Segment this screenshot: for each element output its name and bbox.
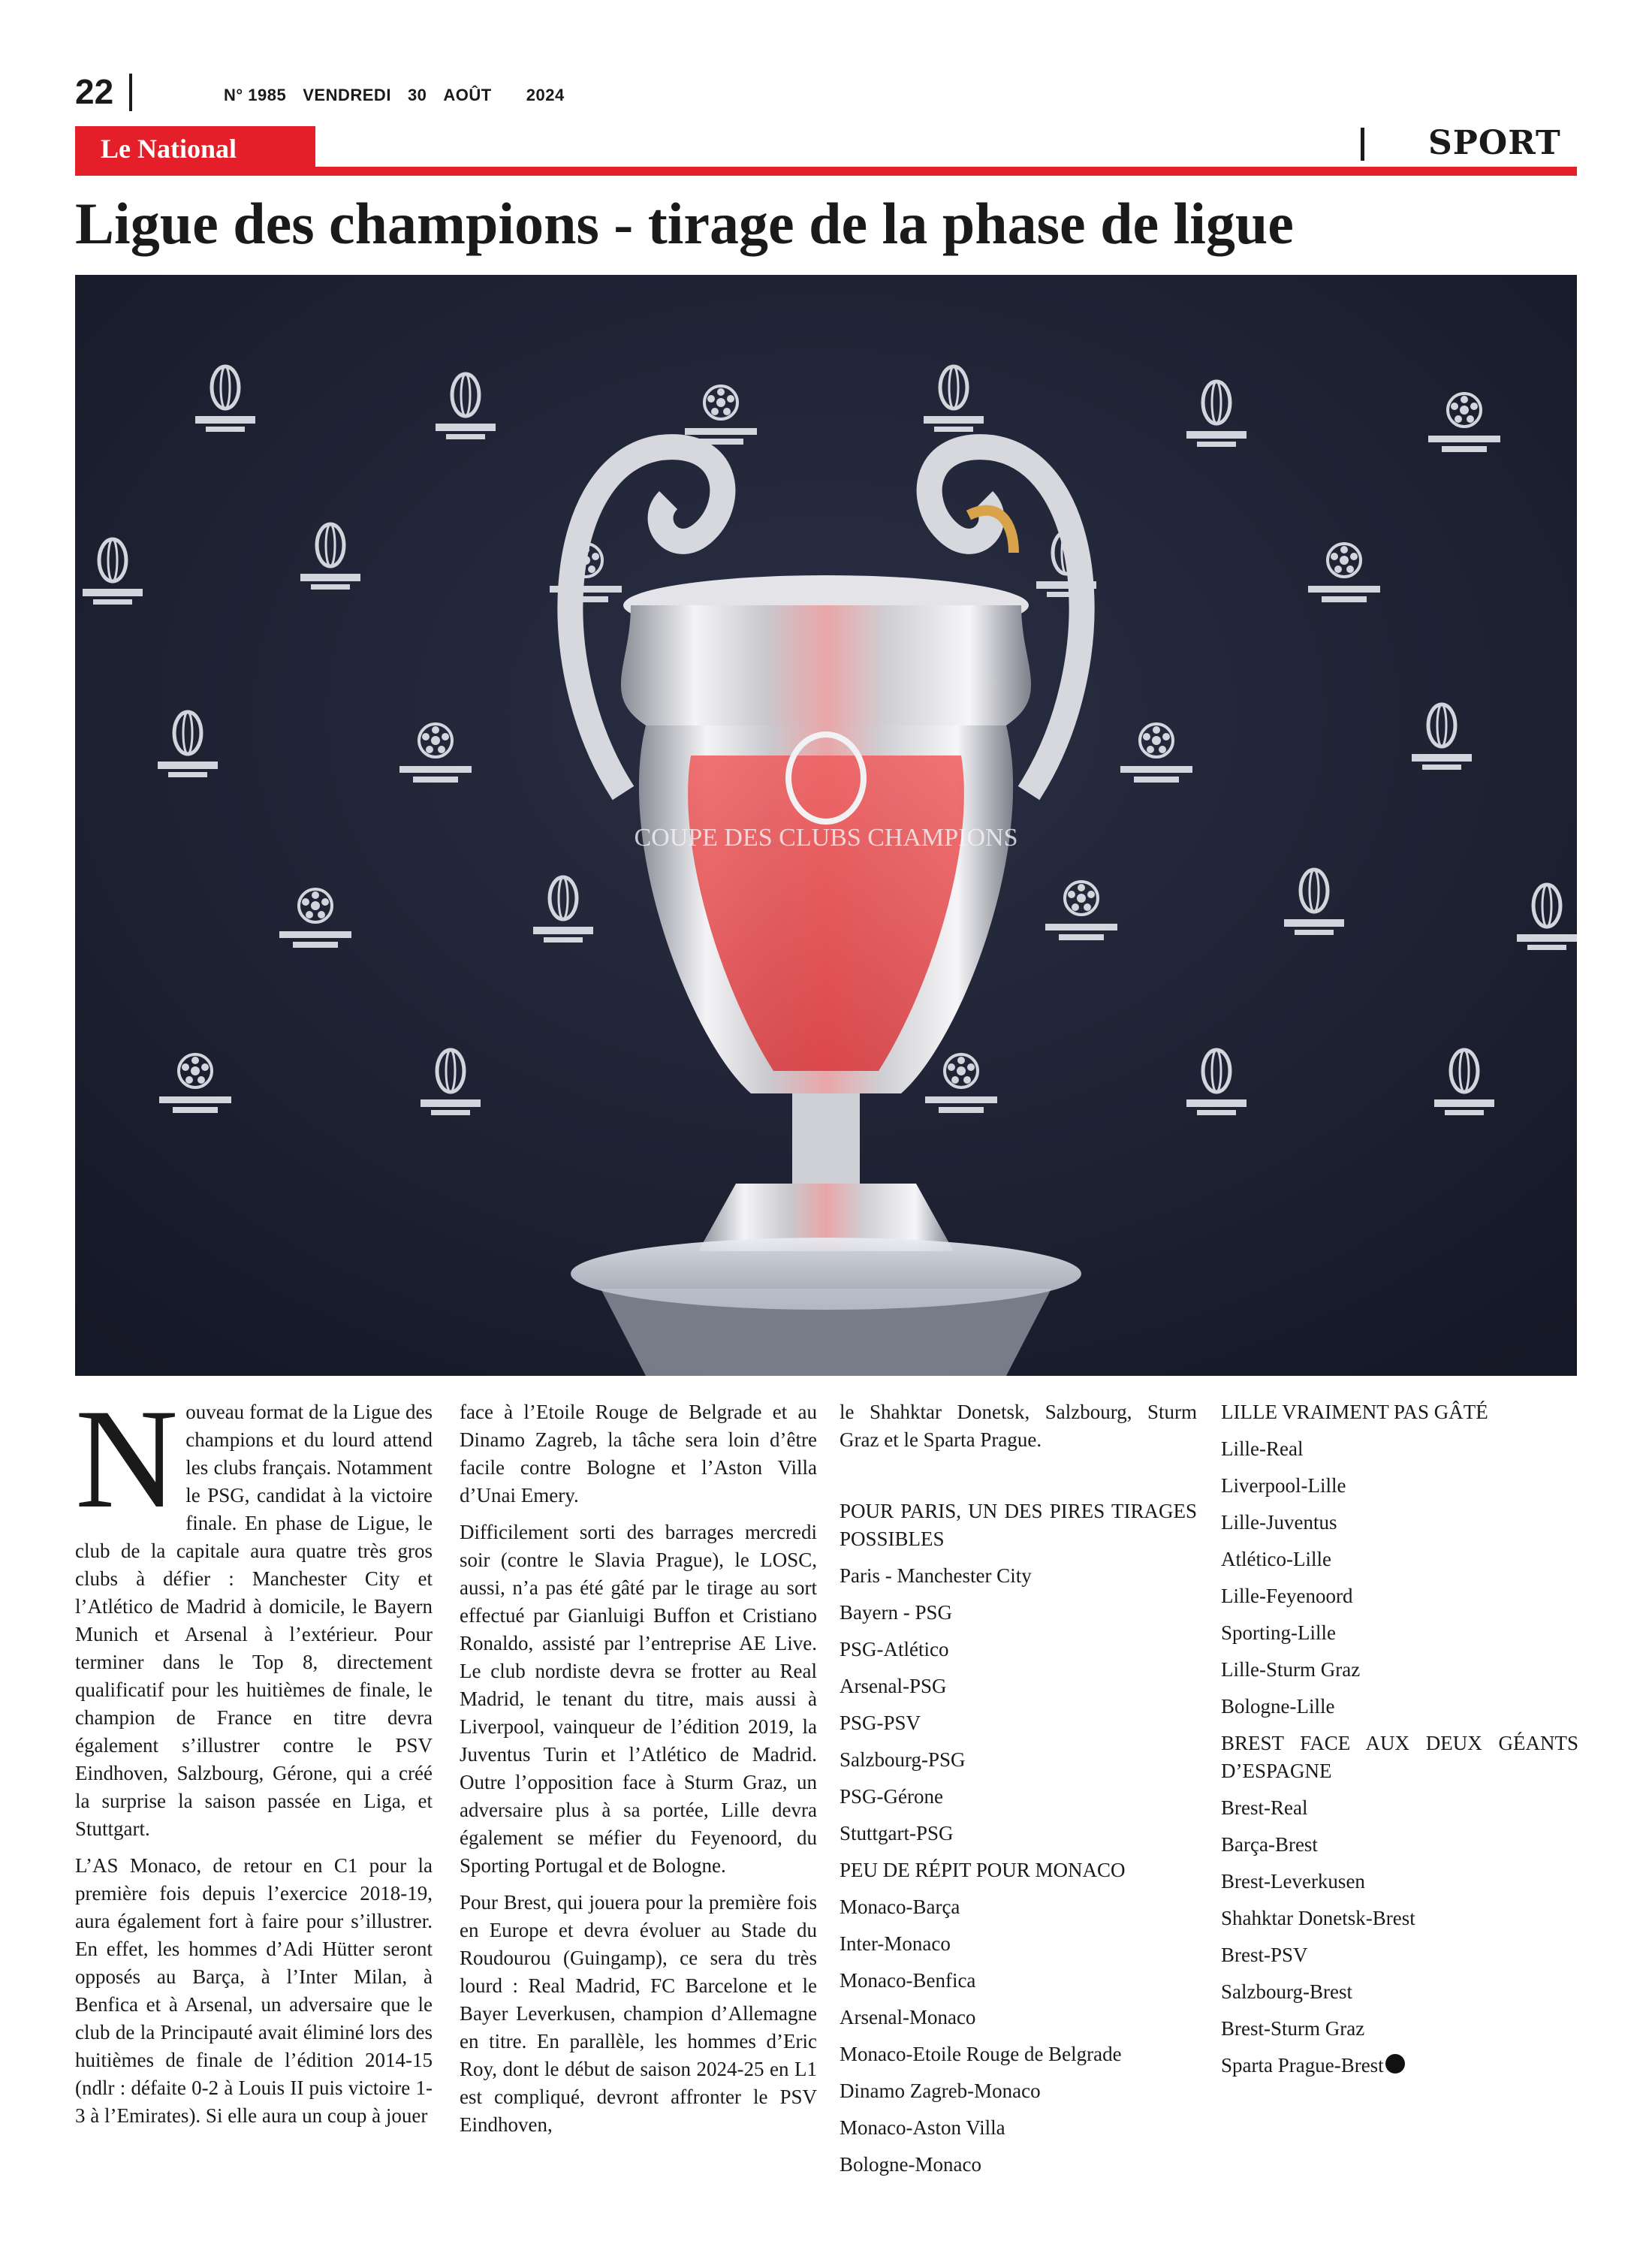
monaco-fixtures-list xyxy=(840,1893,1197,2179)
fixture-item: Lille-Juventus xyxy=(1221,1511,1337,1534)
fixture-item: Monaco-Etoile Rouge de Belgrade xyxy=(840,2043,1122,2065)
article-column-3 xyxy=(840,1398,1197,2188)
article-column-2 xyxy=(460,1398,817,2148)
fixture-item-last xyxy=(1221,2052,1578,2080)
article-paragraph-4: Difficilement sorti des barrages mercredi soir (contre le Slavia Prague), le LOSC, aussi, n’a pas été gâté par le tirage au sort effectué par Gianluigi Buffon et Cristiano Ronaldo, assisté par l’entreprise AE Live. Le club nordiste devra se frotter au Real Madrid, le tenant du titre, mais aussi à Liverpool, vainqueur de l’édition 2019, la Juventus Turin et l’Atlético de Madrid. Outre l’opposition face à Sturm Graz, un adversaire plus à sa portée, Lille devra également se méfier du Feyenoord, du Sporting Portugal et de Bologne. xyxy=(460,1521,817,1877)
fixture-item: Brest-Real xyxy=(1221,1796,1308,1819)
fixture-item: Sporting-Lille xyxy=(1221,1621,1336,1644)
fixture-item: Bologne-Lille xyxy=(1221,1695,1335,1718)
article-paragraph-1-text: ouveau format de la Ligue des champions et du lourd attend les clubs français. Notamment le PSG, candidat à la victoire finale. En phase de Ligue, le club de la capitale aura quatre très gros clubs à défier : Manchester City et l’Atlético de Madrid à domicile, le Bayern Munich et Arsenal à l’extérieur. Pour terminer dans le Top 8, directement qualificatif pour les huitièmes de finale, le champion de France en titre devra également s’illustrer contre le PSV Eindhoven, Salzbourg, Gérone, qui a créé la surprise la saison passée en Liga, et Stuttgart. xyxy=(75,1401,433,1840)
article-paragraph-5: Pour Brest, qui jouera pour la première fois en Europe et devra évoluer au Stade du Roudourou (Guingamp), ce sera du très lourd : Real Madrid, FC Barcelone et le Bayer Leverkusen, champion d’Allemagne en titre. En parallèle, les hommes d’Eric Roy, dont le début de saison 2024-25 en L1 est compliqué, devront affronter le PSV Eindhoven, xyxy=(460,1891,817,2136)
fixture-item: PSG-Atlético xyxy=(840,1638,949,1660)
issue-month: AOÛT xyxy=(443,86,492,104)
fixture-item: Atlético-Lille xyxy=(1221,1548,1331,1570)
paris-fixtures-list xyxy=(840,1562,1197,1847)
fixture-item: Bologne-Monaco xyxy=(840,2153,981,2176)
fixture-item: Brest-Leverkusen xyxy=(1221,1870,1365,1893)
fixture-item: Lille-Real xyxy=(1221,1437,1304,1460)
fixture-item: Brest-PSV xyxy=(1221,1944,1308,1966)
lille-fixtures-list xyxy=(1221,1435,1578,1721)
section-title: SPORT xyxy=(1428,124,1561,162)
article-column-1 xyxy=(75,1380,433,2139)
fixture-item-text: Sparta Prague-Brest xyxy=(1221,2054,1384,2077)
fixture-item: PSG-PSV xyxy=(840,1712,921,1734)
brest-fixtures-title: BREST FACE AUX DEUX GÉANTS D’ESPAGNE xyxy=(1221,1732,1578,1782)
fixture-item: Arsenal-PSG xyxy=(840,1675,947,1697)
issue-weekday: VENDREDI xyxy=(303,86,391,104)
svg-text:COUPE DES CLUBS CHAMPIONS: COUPE DES CLUBS CHAMPIONS xyxy=(634,824,1018,852)
header-rule xyxy=(75,167,1577,176)
lille-fixtures-title: LILLE VRAIMENT PAS GÂTÉ xyxy=(1221,1401,1488,1423)
fixture-item: Shahktar Donetsk-Brest xyxy=(1221,1907,1415,1929)
fixture-item: Liverpool-Lille xyxy=(1221,1474,1346,1497)
page-number-divider xyxy=(129,74,132,111)
fixture-item: Barça-Brest xyxy=(1221,1833,1318,1856)
fixture-item: Paris - Manchester City xyxy=(840,1564,1032,1587)
page-number: 22 xyxy=(75,72,114,111)
article-paragraph-3: face à l’Etoile Rouge de Belgrade et au Dinamo Zagreb, la tâche sera loin d’être facile contre Bologne et l’Aston Villa d’Unai Emery. xyxy=(460,1401,817,1507)
fixture-item: Bayern - PSG xyxy=(840,1601,952,1624)
article-paragraph-6: le Shahktar Donetsk, Salzbourg, Sturm Graz et le Sparta Prague. xyxy=(840,1401,1197,1451)
section-divider xyxy=(1361,128,1364,161)
article-column-4 xyxy=(1221,1398,1578,2089)
fixture-item: Brest-Sturm Graz xyxy=(1221,2017,1365,2040)
article-paragraph-1 xyxy=(75,1380,433,1843)
monaco-fixtures-title: PEU DE RÉPIT POUR MONACO xyxy=(840,1859,1126,1881)
trophy-photo xyxy=(75,275,1577,1376)
headline: Ligue des champions - tirage de la phase de ligue xyxy=(75,191,1294,256)
issue-year: 2024 xyxy=(526,86,565,104)
article-paragraph-2: L’AS Monaco, de retour en C1 pour la première fois depuis l’exercice 2018-19, aura également fort à faire pour s’illustrer. En effet, les hommes d’Adi Hütter seront opposés au Barça, à l’Inter Milan, à Benfica et à Arsenal, un adversaire que le club de la Principauté avait éliminé lors des huitièmes de finale de l’édition 2014-15 (ndlr : défaite 0-2 à Louis II puis victoire 1-3 à l’Emirates). Si elle aura un coup à jouer xyxy=(75,1854,433,2127)
fixture-item: Dinamo Zagreb-Monaco xyxy=(840,2080,1041,2102)
fixture-item: Lille-Sturm Graz xyxy=(1221,1658,1361,1681)
paris-fixtures-title: POUR PARIS, UN DES PIRES TIRAGES POSSIBLES xyxy=(840,1500,1197,1550)
issue-day: 30 xyxy=(407,86,427,104)
fixture-item: Stuttgart-PSG xyxy=(840,1822,954,1844)
fixture-item: Lille-Feyenoord xyxy=(1221,1585,1353,1607)
issue-line xyxy=(224,86,581,105)
fixture-item: Monaco-Barça xyxy=(840,1896,960,1918)
newspaper-brand: Le National xyxy=(101,134,237,164)
end-of-article-icon xyxy=(1385,2054,1405,2074)
issue-number: N° 1985 xyxy=(224,86,287,104)
fixture-item: PSG-Gérone xyxy=(840,1785,943,1808)
fixture-item: Monaco-Benfica xyxy=(840,1969,976,1992)
fixture-item: Salzbourg-Brest xyxy=(1221,1980,1352,2003)
fixture-item: Monaco-Aston Villa xyxy=(840,2116,1005,2139)
fixture-item: Inter-Monaco xyxy=(840,1932,951,1955)
fixture-item: Arsenal-Monaco xyxy=(840,2006,976,2028)
fixture-item: Salzbourg-PSG xyxy=(840,1748,966,1771)
dropcap: N xyxy=(75,1380,179,1538)
brest-fixtures-list xyxy=(1221,1794,1578,2080)
